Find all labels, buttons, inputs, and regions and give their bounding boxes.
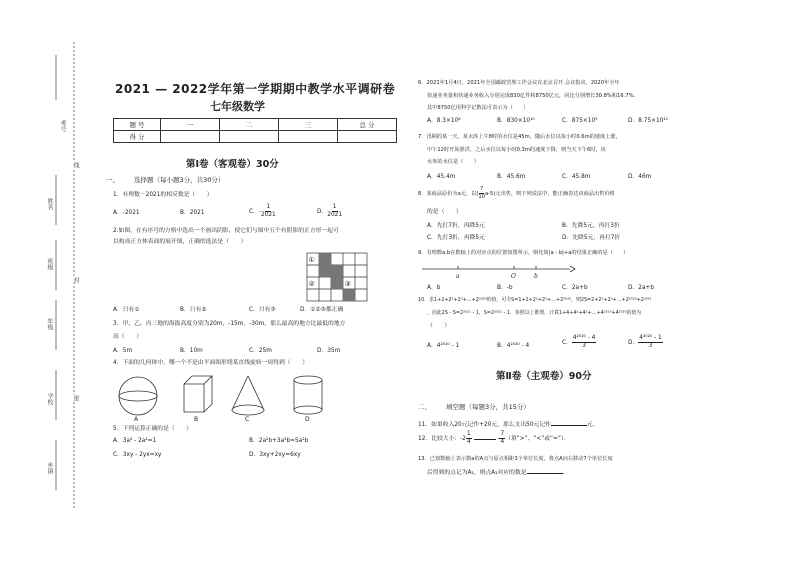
q2-option-c: C．只有③ [249,307,276,313]
q10-c-prefix: C． [562,340,572,346]
q5-stem: 5．下列运算正确的是（ ） [113,426,193,432]
q2-grid-label-1: ① [308,256,315,264]
score-table [113,118,397,143]
part1-heading: 第Ⅰ卷（客观卷）30分 [186,159,279,170]
q8-frac-num: 7 [480,186,484,192]
q10-d-den: 3 [648,343,653,349]
q12 [418,431,570,446]
score-row-label: 得 分 [114,131,161,143]
q11-text-b: 元． [586,422,599,428]
q12-frac2-den: 4 [500,439,505,445]
q2-option-b: B．只有② [180,307,207,313]
q3-option-a: A．5m [113,348,133,354]
q12-answer-blank[interactable] [474,433,496,440]
score-cell[interactable] [161,131,220,143]
q12-frac1-den: 4 [466,439,471,445]
q13-line1: 13．已知数轴上表示数a的A点与原点相距3个单位长度，将点A向右移动7个单位长度 [418,456,613,462]
q1-option-d [317,204,342,219]
q2-net-grid-figure [306,252,370,304]
q10-option-c [562,335,596,350]
q8-option-d: D．先降5元，再打7折 [562,235,621,241]
score-header-cell: 三 [279,119,338,131]
q12-text-a: 12．比较大小：-2 [418,436,466,442]
score-header-cell: 二 [220,119,279,131]
section1-title: 选择题（每小题3分，共30分） [134,176,225,184]
q9-option-a: A．b [427,285,441,291]
q9-option-d: D．2a+b [628,285,655,291]
q11 [418,419,599,429]
q4-stem: 4．下面的几何体中，哪一个不是由平面图形绕某直线旋转一周得到（ ） [113,360,308,366]
score-cell[interactable] [338,131,397,143]
q6-line2: 快递业务量和快递业务收入分别完成830亿件和8750亿元，同比分别增长30.8%和16.7%. [427,93,636,99]
exam-title: 2021 — 2022学年第一学期期中教学水平调研卷 [115,82,396,96]
mark-xian: 线 [72,162,79,168]
q13-text-b: ． [562,470,569,476]
mark-mi: 密 [72,395,79,401]
q2-line2: 以构成正方体表面的展开图，正确的选法是（ ） [113,239,247,245]
section1-number: 一、 [106,176,119,184]
q8-option-b: B．先降5元，再打3折 [562,223,620,229]
q7-option-d: D．46m [628,174,652,180]
q12-frac1-num: 1 [466,431,471,437]
q3-option-b: B．10m [180,348,203,354]
q9-option-b: B．-b [497,285,513,291]
q1-c-fraction [261,204,276,219]
score-header-cell: 一 [161,119,220,131]
q10-d-fraction [638,335,662,350]
q1-stem: 1．有理数－2021的相反数是（ ） [113,192,213,198]
q1-d-den: 2021 [327,212,343,218]
q12-fraction-1 [466,431,472,446]
q10-line1: 10．求1+2+2²+2³+…+2²⁰²⁰的值，可令S=1+2+2²+2³+…+2²⁰²⁰，则2S=2+2²+2³+…+2²⁰²⁰+2²⁰²¹ [418,297,652,303]
q9-label-a: a [456,273,460,280]
exam-subtitle: 七年级数学 [210,100,265,113]
q4-solids-figure [116,372,341,422]
q10-c-den: 3 [582,343,586,349]
q7-line3: 水库的水位是（ ） [427,159,479,165]
q8-frac-den: 10 [478,194,485,200]
q10-d-prefix: D． [628,340,639,346]
cylinder-shape [294,380,322,410]
q5-option-b: B．2a²b+3a²b=5a²b [249,438,309,444]
q3-line1: 3．甲、乙、丙三地的海拔高度分别为20m，-15m，-30m，那么最高的地方比最低的地方 [113,321,346,327]
q10-c-num: 4²⁰²⁰ - 4 [572,335,596,341]
q7-option-c: C．45.8m [562,174,591,180]
q8-line1-a: 8．某商品原价为a元，以( [418,191,479,197]
q7-line2: 中午12时开始泄洪，之后水位以每小时0.3m的速度下降，则当天下午6时，该 [427,147,606,153]
label-class: 班级 [46,258,53,270]
q6-option-c: C．875×10⁹ [562,118,598,124]
score-cell[interactable] [279,131,338,143]
q4-label-a: A [134,416,139,422]
q8-option-a: A．先打7折，再降5元 [427,223,485,229]
q1-option-b: B．2021 [180,210,205,216]
label-grade: 年级 [46,318,53,330]
q12-frac2-num: 7 [500,431,505,437]
q10-line2: ，因此2S - S=2²⁰²¹ - 1，S=2²⁰²¹ - 1．参照以上推理，计算1+4+4²+4³+…+4²⁰¹⁹+4²⁰²⁰的值为 [427,310,642,316]
q7-option-a: A．45.4m [427,174,456,180]
q1-c-num: 1 [266,204,271,210]
q2-grid-label-2: ② [308,280,315,288]
q8-line1 [418,186,615,201]
q6-line3: 其中8750亿用科学记数法可表示为（ ） [427,105,529,111]
q1-d-fraction [327,204,342,219]
q6-option-b: B．830×10¹⁰ [497,118,535,124]
q13-text-a: 后得到的点记为A₁，则点A₁对应的数是 [427,470,527,476]
q12-text-c: （填“>”、“<”或“=”）． [505,436,570,442]
sphere-shape [119,377,157,415]
score-header-cell: 总 分 [338,119,397,131]
q2-option-a: A．只有① [113,307,140,313]
q6-option-a: A．8.3×10⁸ [427,118,461,124]
q1-d-prefix: D． [317,209,328,215]
q7-line1: 7．汛期的某一天，某水库上午8时的水位是45m，随后水位以每小时0.6m的速度上涨， [418,134,621,140]
q11-answer-blank[interactable] [551,419,587,426]
q10-option-b: B．4²⁰²⁰ - 4 [497,343,530,349]
q10-c-fraction [572,335,596,350]
q4-label-b: B [194,416,199,422]
q2-grid-label-3: ③ [344,280,351,288]
section2-title: 填空题（每题3分，共15分） [446,403,530,411]
score-header-cell: 题 号 [114,119,161,131]
q11-text-a: 11．如果收入20元记作+20元，那么支出50元记作 [418,422,551,428]
q8-fraction [478,186,485,201]
q9-stem: 9．有理数a,b在数轴上的对应点的位置如图所示，则化简|a - b|+a的结果正确的是（ ） [418,250,629,256]
score-cell[interactable] [220,131,279,143]
q10-line3: （ ） [427,323,451,329]
q4-label-c: C [245,416,250,422]
q12-text-b: - [497,436,500,442]
q2-option-d: D．①②③都正确 [300,307,344,313]
q10-option-a: A．4²⁰²⁰ - 1 [427,343,460,349]
q5-option-d: D．3xy+2xy=6xy [249,452,301,458]
q4-label-d: D [305,416,310,422]
q9-label-b: b [534,273,538,280]
q9-label-o: O [511,273,516,280]
q1-option-a: A．-2021 [113,210,140,216]
q10-d-num: 4²⁰²⁰ - 1 [639,335,662,341]
q1-c-den: 2021 [260,212,276,218]
cube-shape [184,376,212,412]
label-exam-number: 考号 [59,120,66,132]
label-name: 姓名 [46,198,53,210]
q1-option-c [249,204,276,219]
q3-option-d: D．35m [317,348,341,354]
q5-option-c: C．3xy - 2yx=xy [113,452,162,458]
q3-line2: 高（ ） [113,334,142,340]
q8-option-c: C．先打3折，再降5元 [427,235,485,241]
q6-line1: 6．2021年1月4日，2021年全国邮政管理工作会议在北京召开.会议指出，2020年全年 [418,80,620,86]
q13-answer-blank[interactable] [527,467,563,474]
q13-line2 [427,467,568,477]
q8-line1-b: a-5)元出售，则下列说法中，能正确表达该商品出售价格 [485,191,615,197]
q1-c-prefix: C．- [249,209,261,215]
label-town: 乡镇 [46,462,53,474]
q8-line2: 的是（ ） [427,209,462,215]
binding-line [0,0,100,561]
q7-option-b: B．45.6m [497,174,526,180]
q9-number-line [418,262,578,280]
q10-option-d [628,335,663,350]
q5-option-a: A．3a² - 2a²=1 [113,438,157,444]
q6-option-d: D．8.75×10¹¹ [628,118,669,124]
mark-feng: 封 [72,277,79,283]
q1-d-num: 1 [332,204,337,210]
part2-heading: 第Ⅱ卷（主观卷）90分 [496,371,592,382]
q9-option-c: C．2a+b [562,285,588,291]
label-school: 学校 [46,393,53,405]
section2-number: 二、 [418,403,431,411]
q2-line1: 2.如图，在有序号的方格中选出一个画出阴影，使它们与图中五个有阴影的正方形一起可 [113,228,339,234]
q3-option-c: C．25m [249,348,272,354]
